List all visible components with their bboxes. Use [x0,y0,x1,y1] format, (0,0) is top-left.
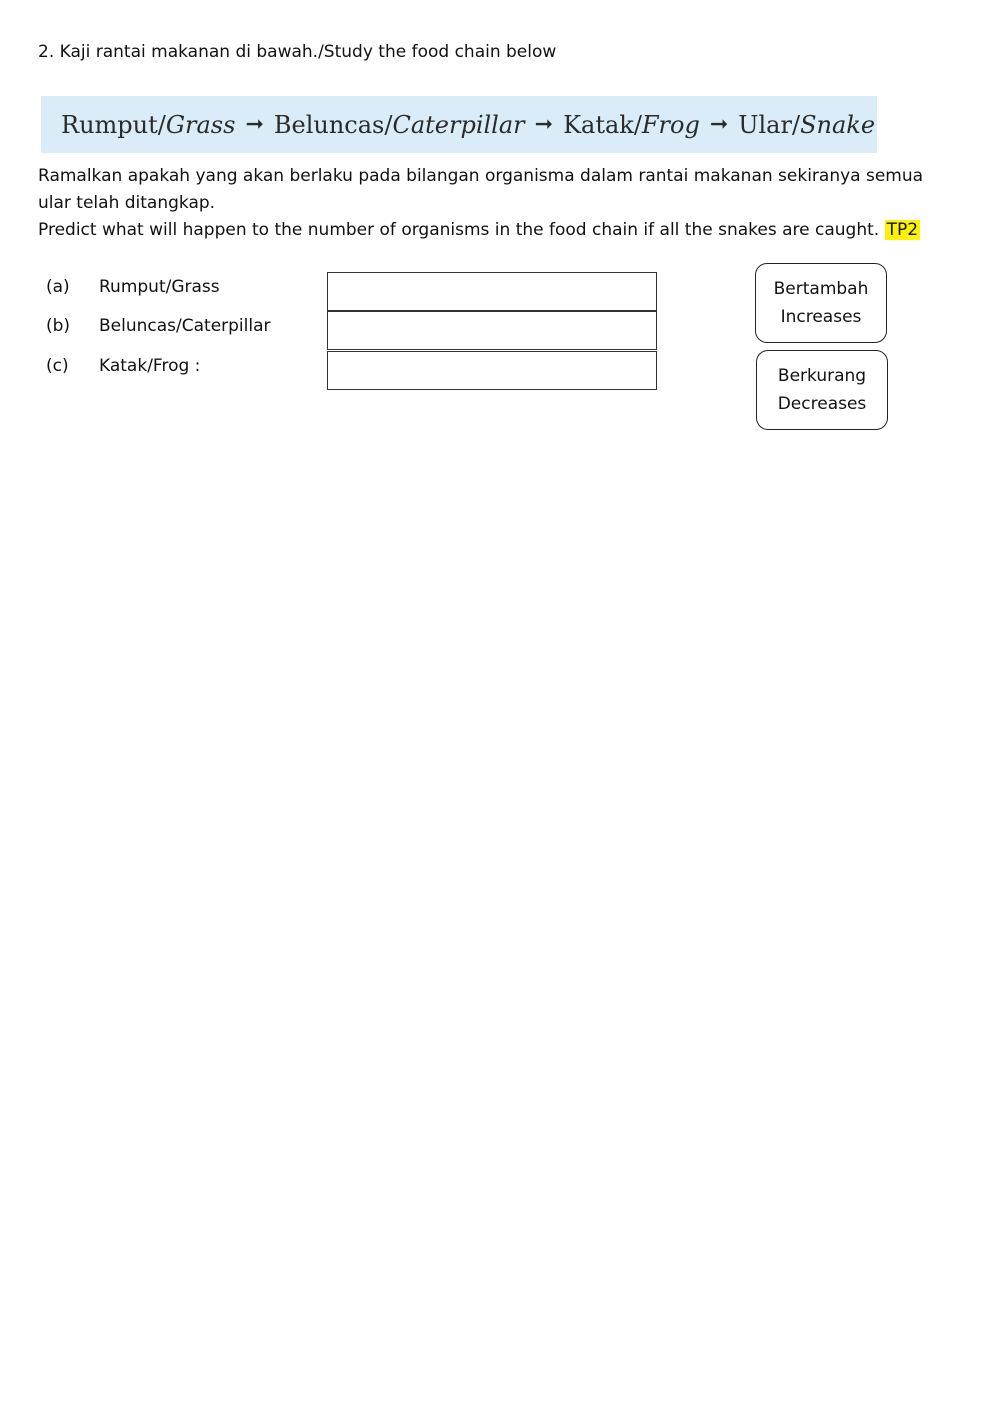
instruction-malay: Ramalkan apakah yang akan berlaku pada bilangan organisma dalam rantai makanan sekiranya semua ular telah ditangkap. [38,166,924,213]
level-badge: TP2 [886,220,919,240]
option-increases[interactable] [755,263,887,343]
food-chain-snake: Ular/Snake [738,110,876,139]
answer-drop-box-grass[interactable] [327,272,657,311]
answer-name: Beluncas/Caterpillar [99,316,271,336]
answer-letter: (a) [46,277,70,297]
answer-drop-box-frog[interactable] [327,351,657,390]
food-chain-grass: Rumput/Grass [61,110,236,139]
arrow-icon: ➞ [709,112,729,137]
answer-letter: (b) [46,316,71,336]
food-chain-caterpillar: Beluncas/Caterpillar [273,110,525,139]
food-chain-banner [41,96,877,153]
option-malay: Bertambah [773,279,869,299]
instruction-english [38,217,920,244]
option-decreases[interactable] [756,350,888,430]
answer-drop-box-caterpillar[interactable] [327,311,657,350]
arrow-icon: ➞ [245,112,264,137]
arrow-icon: ➞ [534,112,554,137]
option-malay: Berkurang [777,366,867,386]
question-title: 2. Kaji rantai makanan di bawah./Study the food chain below [38,42,557,62]
answer-name: Rumput/Grass [99,277,220,297]
instruction-english-text: Predict what will happen to the number of organisms in the food chain if all the snakes are caught. [38,220,880,240]
option-english: Decreases [777,394,867,414]
option-english: Increases [780,307,862,327]
food-chain-frog: Katak/Frog [563,110,700,139]
answer-name: Katak/Frog : [99,356,201,376]
answer-letter: (c) [46,356,69,376]
